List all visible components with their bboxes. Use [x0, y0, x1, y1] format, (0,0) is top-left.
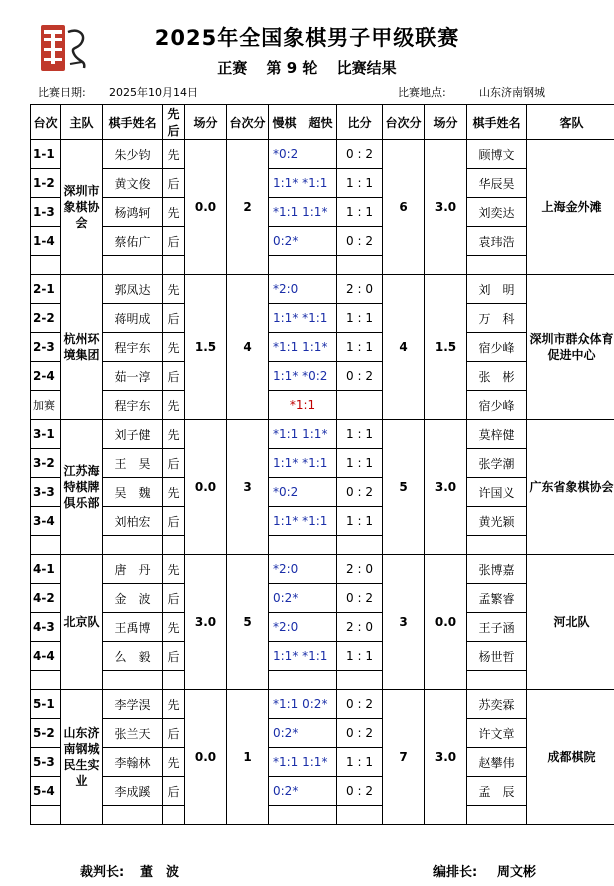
home-player: 张兰天	[103, 719, 163, 748]
table-row	[31, 478, 614, 507]
away-player: 张 彬	[467, 362, 527, 391]
table-row	[31, 613, 614, 642]
move-order: 后	[163, 362, 185, 391]
home-player: 朱少钧	[103, 140, 163, 169]
board-result-empty	[337, 256, 383, 275]
col-round: 台次	[31, 105, 61, 140]
playoff-detail: *1:1	[289, 398, 316, 412]
home-player: 么 毅	[103, 642, 163, 671]
move-order-empty	[163, 671, 185, 690]
board-number: 3-1	[31, 420, 61, 449]
table-row	[31, 169, 614, 198]
board-number: 2-1	[31, 275, 61, 304]
home-board-score: 1	[227, 690, 269, 825]
game-detail: *2:0	[269, 613, 337, 642]
board-result: 0 : 2	[337, 690, 383, 719]
move-order: 后	[163, 584, 185, 613]
home-player: 金 波	[103, 584, 163, 613]
arranger-label: 编排长:	[433, 865, 478, 880]
table-row	[31, 748, 614, 777]
home-player: 王 昊	[103, 449, 163, 478]
table-row	[31, 642, 614, 671]
move-order: 先	[163, 198, 185, 227]
home-match-score: 0.0	[185, 140, 227, 275]
game-detail: 1:1* *0:2	[269, 362, 337, 391]
away-player-empty	[467, 256, 527, 275]
col-away-player: 棋手姓名	[467, 105, 527, 140]
home-player: 程宇东	[103, 333, 163, 362]
home-player: 蒋明成	[103, 304, 163, 333]
table-row	[31, 449, 614, 478]
table-row	[31, 362, 614, 391]
move-order: 后	[163, 777, 185, 806]
board-number: 5-1	[31, 690, 61, 719]
away-board-score: 7	[383, 690, 425, 825]
home-player: 杨鸿轲	[103, 198, 163, 227]
away-team: 广东省象棋协会	[527, 420, 614, 555]
game-detail: 1:1* *1:1	[269, 169, 337, 198]
move-order: 先	[163, 613, 185, 642]
board-number: 2-4	[31, 362, 61, 391]
board-number: 3-4	[31, 507, 61, 536]
col-home: 主队	[61, 105, 103, 140]
game-detail: 1:1* *1:1	[269, 304, 337, 333]
board-number: 4-2	[31, 584, 61, 613]
home-board-score: 5	[227, 555, 269, 690]
table-row-spacer	[31, 671, 614, 690]
home-match-score: 3.0	[185, 555, 227, 690]
home-player: 李学淏	[103, 690, 163, 719]
away-board-score: 5	[383, 420, 425, 555]
home-team: 山东济南钢城民生实业	[61, 690, 103, 825]
table-row	[31, 555, 614, 584]
board-result: 0 : 2	[337, 227, 383, 256]
move-order: 先	[163, 690, 185, 719]
home-player: 李翰林	[103, 748, 163, 777]
move-order-empty	[163, 256, 185, 275]
home-team: 北京队	[61, 555, 103, 690]
away-player: 袁玮浩	[467, 227, 527, 256]
game-detail: 0:2*	[269, 719, 337, 748]
board-number: 1-2	[31, 169, 61, 198]
home-player: 程宇东	[103, 391, 163, 420]
move-order: 后	[163, 449, 185, 478]
move-order: 先	[163, 275, 185, 304]
board-number-empty	[31, 536, 61, 555]
board-number: 4-4	[31, 642, 61, 671]
board-result: 1 : 1	[337, 507, 383, 536]
home-player: 黄文俊	[103, 169, 163, 198]
away-team: 河北队	[527, 555, 614, 690]
away-board-score: 4	[383, 275, 425, 420]
home-player-empty	[103, 806, 163, 825]
home-player-empty	[103, 536, 163, 555]
date-value: 2025年10月14日	[109, 86, 198, 99]
board-result: 1 : 1	[337, 198, 383, 227]
away-player: 宿少峰	[467, 391, 527, 420]
away-player: 张学潮	[467, 449, 527, 478]
table-header-row	[31, 105, 614, 140]
home-player: 吴 魏	[103, 478, 163, 507]
game-detail: 0:2*	[269, 777, 337, 806]
home-player: 王禹博	[103, 613, 163, 642]
col-slow-fast: 慢棋 超快	[269, 105, 337, 140]
away-player-empty	[467, 671, 527, 690]
table-row	[31, 140, 614, 169]
away-match-score: 3.0	[425, 420, 467, 555]
subtitle-stage: 正赛	[217, 59, 248, 77]
move-order: 先	[163, 555, 185, 584]
game-detail: *2:0	[269, 275, 337, 304]
page-title: 2025年全国象棋男子甲级联赛	[154, 26, 460, 50]
board-result: 2 : 0	[337, 275, 383, 304]
board-number-empty	[31, 671, 61, 690]
board-number: 5-3	[31, 748, 61, 777]
game-detail-empty	[269, 256, 337, 275]
arranger-name: 周文彬	[497, 865, 537, 880]
game-detail: *1:1 1:1*	[269, 333, 337, 362]
table-row	[31, 690, 614, 719]
board-result: 1 : 1	[337, 449, 383, 478]
col-away-match-score: 场分	[425, 105, 467, 140]
away-player-empty	[467, 536, 527, 555]
board-result	[337, 391, 383, 420]
away-player: 苏奕霖	[467, 690, 527, 719]
game-detail: 1:1* *1:1	[269, 449, 337, 478]
move-order: 后	[163, 719, 185, 748]
move-order: 后	[163, 507, 185, 536]
game-detail: 1:1* *1:1	[269, 507, 337, 536]
away-match-score: 3.0	[425, 690, 467, 825]
board-result: 0 : 2	[337, 719, 383, 748]
board-result: 0 : 2	[337, 140, 383, 169]
home-player: 刘柏宏	[103, 507, 163, 536]
col-order: 先后	[163, 105, 185, 140]
away-player: 华辰昊	[467, 169, 527, 198]
home-board-score: 2	[227, 140, 269, 275]
board-number: 3-3	[31, 478, 61, 507]
away-player: 许国义	[467, 478, 527, 507]
board-number: 1-4	[31, 227, 61, 256]
col-board-score: 台次分	[227, 105, 269, 140]
col-match-score: 场分	[185, 105, 227, 140]
game-detail	[269, 391, 337, 420]
table-row	[31, 304, 614, 333]
table-row-spacer	[31, 256, 614, 275]
move-order: 先	[163, 748, 185, 777]
game-detail-empty	[269, 536, 337, 555]
home-player: 郭凤达	[103, 275, 163, 304]
board-number: 4-1	[31, 555, 61, 584]
away-player: 宿少峰	[467, 333, 527, 362]
move-order: 先	[163, 391, 185, 420]
away-team: 上海金外滩	[527, 140, 614, 275]
subtitle-results: 比赛结果	[336, 59, 397, 77]
move-order: 先	[163, 140, 185, 169]
game-detail: 1:1* *1:1	[269, 642, 337, 671]
table-row	[31, 198, 614, 227]
move-order: 先	[163, 333, 185, 362]
away-match-score: 1.5	[425, 275, 467, 420]
table-row-spacer	[31, 806, 614, 825]
home-player: 茹一淳	[103, 362, 163, 391]
game-detail: *0:2	[269, 140, 337, 169]
game-detail-empty	[269, 806, 337, 825]
move-order-empty	[163, 536, 185, 555]
move-order: 先	[163, 478, 185, 507]
away-player: 孟繁睿	[467, 584, 527, 613]
home-team: 深圳市象棋协会	[61, 140, 103, 275]
home-board-score: 4	[227, 275, 269, 420]
away-player: 黄光颖	[467, 507, 527, 536]
board-result: 2 : 0	[337, 613, 383, 642]
away-player: 孟 辰	[467, 777, 527, 806]
move-order-empty	[163, 806, 185, 825]
home-player: 蔡佑广	[103, 227, 163, 256]
board-result: 1 : 1	[337, 333, 383, 362]
game-detail: *1:1 0:2*	[269, 690, 337, 719]
referee-label: 裁判长:	[80, 865, 125, 880]
board-number: 1-1	[31, 140, 61, 169]
table-row-spacer	[31, 536, 614, 555]
away-player: 赵攀伟	[467, 748, 527, 777]
game-detail: *1:1 1:1*	[269, 420, 337, 449]
board-result: 1 : 1	[337, 420, 383, 449]
game-detail: *2:0	[269, 555, 337, 584]
board-number: 5-2	[31, 719, 61, 748]
home-match-score: 0.0	[185, 420, 227, 555]
table-row	[31, 275, 614, 304]
game-detail: 0:2*	[269, 227, 337, 256]
board-number: 1-3	[31, 198, 61, 227]
board-number: 2-3	[31, 333, 61, 362]
venue-label: 比赛地点:	[398, 86, 446, 99]
board-result-empty	[337, 536, 383, 555]
venue-value: 山东济南钢城	[479, 86, 545, 99]
referee-name: 董 波	[140, 865, 180, 880]
game-detail: 0:2*	[269, 584, 337, 613]
board-result: 0 : 2	[337, 584, 383, 613]
results-table	[30, 104, 614, 825]
board-number-empty	[31, 806, 61, 825]
table-row	[31, 420, 614, 449]
board-result: 1 : 1	[337, 304, 383, 333]
move-order: 后	[163, 304, 185, 333]
away-player: 刘奕达	[467, 198, 527, 227]
away-player-empty	[467, 806, 527, 825]
board-number: 加赛	[31, 391, 61, 420]
home-match-score: 0.0	[185, 690, 227, 825]
away-player: 顾博文	[467, 140, 527, 169]
subtitle-round: 第 9 轮	[266, 59, 318, 77]
home-team: 杭州环境集团	[61, 275, 103, 420]
home-player: 李成蹊	[103, 777, 163, 806]
col-player: 棋手姓名	[103, 105, 163, 140]
board-number: 5-4	[31, 777, 61, 806]
board-number-empty	[31, 256, 61, 275]
move-order: 后	[163, 227, 185, 256]
home-player: 唐 丹	[103, 555, 163, 584]
board-result: 1 : 1	[337, 169, 383, 198]
away-player: 许文章	[467, 719, 527, 748]
board-result-empty	[337, 671, 383, 690]
home-board-score: 3	[227, 420, 269, 555]
away-player: 万 科	[467, 304, 527, 333]
col-result: 比分	[337, 105, 383, 140]
col-away: 客队	[527, 105, 614, 140]
board-number: 2-2	[31, 304, 61, 333]
away-team: 深圳市群众体育促进中心	[527, 275, 614, 420]
home-player-empty	[103, 671, 163, 690]
board-result: 0 : 2	[337, 362, 383, 391]
board-result: 1 : 1	[337, 748, 383, 777]
table-row	[31, 777, 614, 806]
home-team: 江苏海特棋牌俱乐部	[61, 420, 103, 555]
board-result: 0 : 2	[337, 777, 383, 806]
board-result-empty	[337, 806, 383, 825]
game-detail: *0:2	[269, 478, 337, 507]
away-player: 张博嘉	[467, 555, 527, 584]
away-player: 王子涵	[467, 613, 527, 642]
away-player: 刘 明	[467, 275, 527, 304]
away-team: 成都棋院	[527, 690, 614, 825]
board-number: 3-2	[31, 449, 61, 478]
home-player-empty	[103, 256, 163, 275]
game-detail: *1:1 1:1*	[269, 198, 337, 227]
move-order: 后	[163, 642, 185, 671]
col-away-board-score: 台次分	[383, 105, 425, 140]
move-order: 先	[163, 420, 185, 449]
away-board-score: 3	[383, 555, 425, 690]
table-row	[31, 333, 614, 362]
away-match-score: 0.0	[425, 555, 467, 690]
move-order: 后	[163, 169, 185, 198]
table-row	[31, 719, 614, 748]
game-detail: *1:1 1:1*	[269, 748, 337, 777]
board-result: 1 : 1	[337, 642, 383, 671]
board-result: 2 : 0	[337, 555, 383, 584]
home-match-score: 1.5	[185, 275, 227, 420]
away-match-score: 3.0	[425, 140, 467, 275]
board-number: 4-3	[31, 613, 61, 642]
date-label: 比赛日期:	[38, 86, 86, 99]
table-row	[31, 584, 614, 613]
away-board-score: 6	[383, 140, 425, 275]
away-player: 莫梓健	[467, 420, 527, 449]
game-detail-empty	[269, 671, 337, 690]
table-row-extra	[31, 391, 614, 420]
board-result: 0 : 2	[337, 478, 383, 507]
away-player: 杨世哲	[467, 642, 527, 671]
table-row	[31, 227, 614, 256]
table-row	[31, 507, 614, 536]
home-player: 刘子健	[103, 420, 163, 449]
page-subtitle	[0, 57, 614, 78]
